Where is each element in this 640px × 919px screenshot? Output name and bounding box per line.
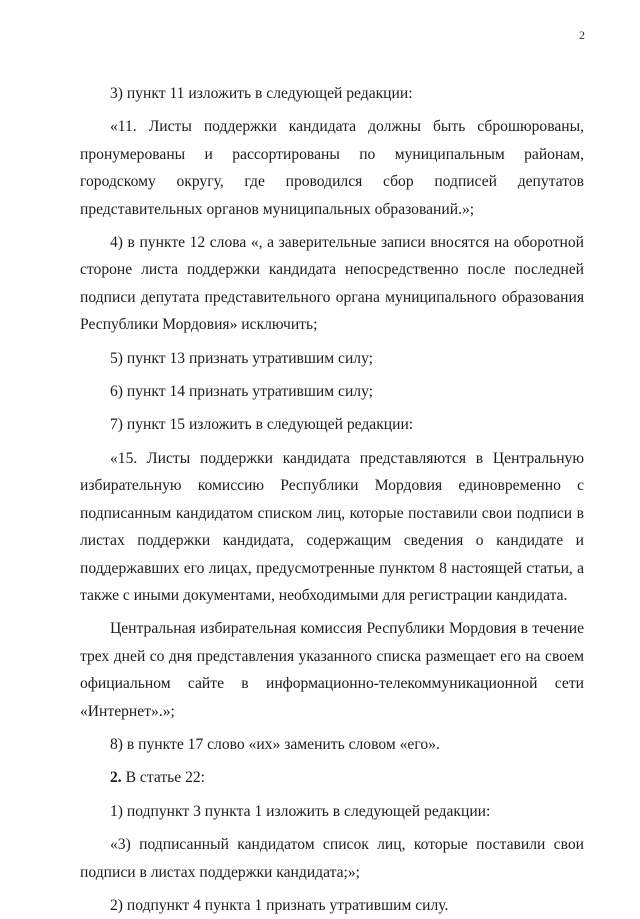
page-number: 2 <box>579 28 585 42</box>
paragraph-item-3: 3) пункт 11 изложить в следующей редакции: <box>110 85 413 102</box>
paragraph-quote-15: «15. Листы поддержки кандидата представляются в Центральную избирательную комиссию Республики Мордовия единовременно с подписанным кандидатом списком лиц, которые поставили свои подписи в листах поддержки кандидата, содержащим сведения о кандидате и поддержавших его лицах, предусмотренные пунктом 8 настоящей статьи, а также с иными документами, необходимыми для регистрации кандидата. <box>80 449 584 604</box>
paragraph-item-8: 8) в пункте 17 слово «их» заменить словом «его». <box>110 735 440 753</box>
document-body <box>80 80 584 919</box>
paragraph-sub-2: 2) подпункт 4 пункта 1 признать утратившим силу. <box>110 896 449 914</box>
paragraph-item-7: 7) пункт 15 изложить в следующей редакции: <box>110 416 414 434</box>
article-number: 2. <box>110 769 122 787</box>
paragraph-quote-11: «11. Листы поддержки кандидата должны быть сброшюрованы, пронумерованы и рассортированы по муниципальным районам, городскому округу, где проводился сбор подписей депутатов представительных органов муниципальных образований.»; <box>80 118 584 218</box>
paragraph-item-4: 4) в пункте 12 слова «, а заверительные записи вносятся на оборотной стороне листа поддержки кандидата непосредственно после последней подписи депутата представительного органа муниципального образования Республики Мордовия» исключить; <box>80 234 584 334</box>
paragraph-item-6: 6) пункт 14 признать утратившим силу; <box>110 383 374 401</box>
paragraph-article-22 <box>80 764 584 791</box>
paragraph-cec-placement: Центральная избирательная комиссия Республики Мордовия в течение трех дней со дня представления указанного списка размещает его на своем официальном сайте в информационно-телекоммуникационной сети «Интернет».»; <box>80 620 584 720</box>
paragraph-item-5: 5) пункт 13 признать утратившим силу; <box>110 349 374 367</box>
paragraph-quote-3: «3) подписанный кандидатом список лиц, которые поставили свои подписи в листах поддержки кандидата;»; <box>80 836 584 881</box>
paragraph-sub-1: 1) подпункт 3 пункта 1 изложить в следующей редакции: <box>110 802 491 820</box>
article-title: В статье 22: <box>121 769 206 787</box>
